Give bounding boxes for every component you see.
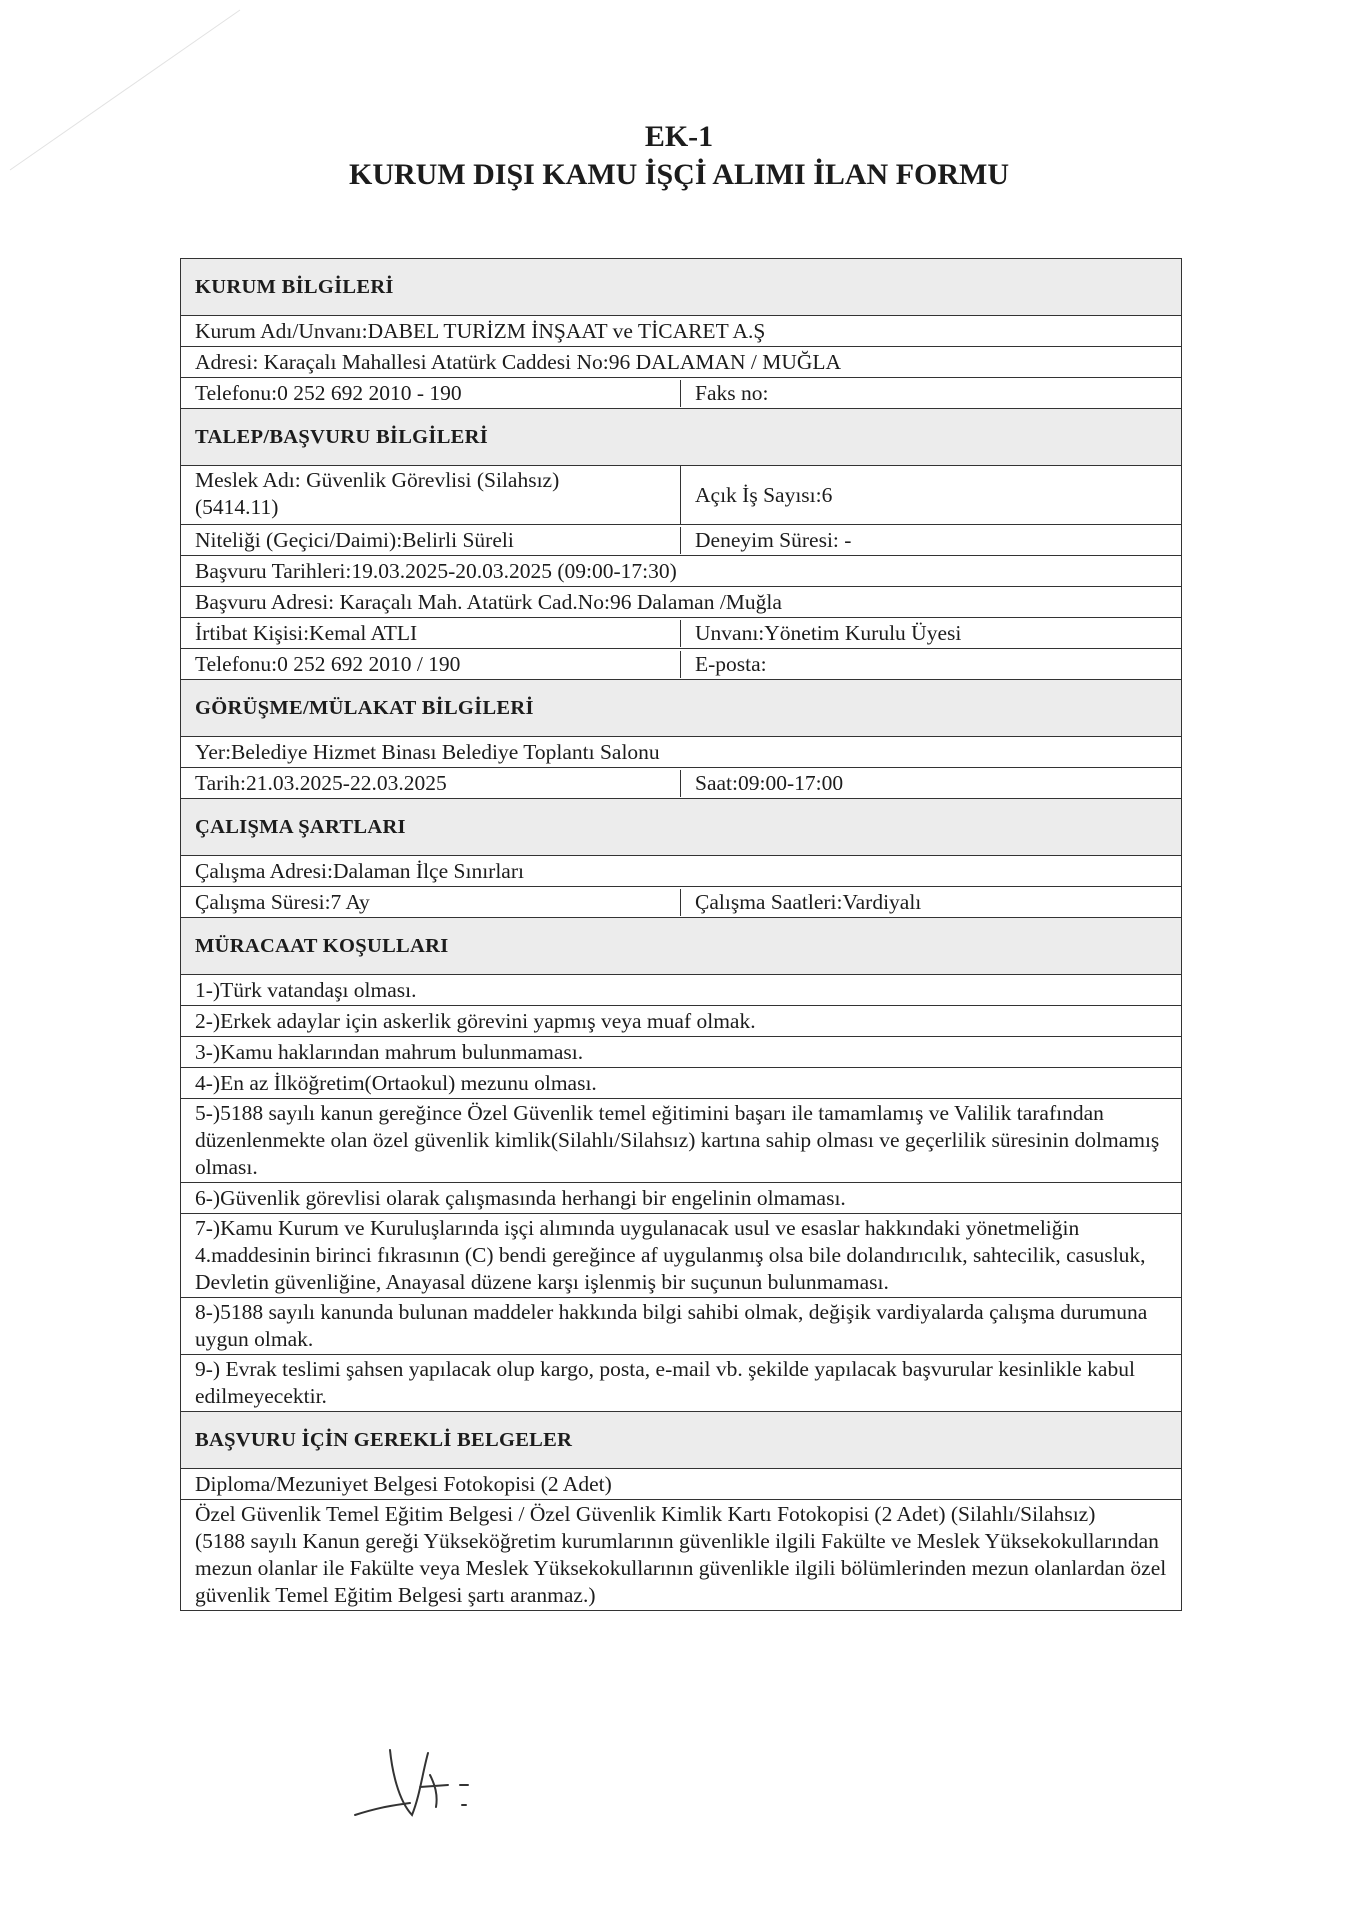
- irtibat-eposta: E-posta:: [695, 651, 767, 676]
- gorusme-tarih: Tarih:21.03.2025-22.03.2025: [181, 770, 681, 797]
- section-title: MÜRACAAT KOŞULLARI: [195, 934, 449, 957]
- kosul-item: [181, 1006, 1181, 1037]
- gorusme-tarih-row: [181, 768, 1181, 799]
- belge-not-text: (5188 sayılı Kanun gereği Yükseköğretim kurumlarının güvenlikle ilgili Fakülte ve Meslek Yüksekokullarından mezun olanlar ile Fakülte veya Meslek Yüksekokullarının güvenlikle ilgili bölümlerinden mezun olanlardan özel güvenlik Temel Eğitim Belgesi şartı aranmaz.): [195, 1529, 1167, 1607]
- gorusme-yer-row: [181, 737, 1181, 768]
- kosul-item: [181, 1214, 1181, 1298]
- irtibat-telefon: Telefonu:0 252 692 2010 / 190: [181, 651, 681, 678]
- meslek-adi: [181, 466, 681, 524]
- kurum-unvan: Kurum Adı/Unvanı:DABEL TURİZM İNŞAAT ve TİCARET A.Ş: [195, 318, 766, 343]
- kosul-item: [181, 1099, 1181, 1183]
- kosul-text: 9-) Evrak teslimi şahsen yapılacak olup kargo, posta, e-mail vb. şekilde yapılacak başvurular kesinlikle kabul edilmeyecektir.: [195, 1357, 1135, 1408]
- section-gerekli-belgeler: [181, 1412, 1181, 1469]
- calisma-suresi: Çalışma Süresi:7 Ay: [181, 889, 681, 916]
- kosul-item: [181, 1298, 1181, 1355]
- kosul-text: 2-)Erkek adaylar için askerlik görevini yapmış veya muaf olmak.: [195, 1008, 756, 1033]
- belge-ozel-guvenlik: [181, 1500, 1181, 1610]
- section-title: KURUM BİLGİLERİ: [195, 275, 394, 298]
- nitelik: Niteliği (Geçici/Daimi):Belirli Süreli: [181, 527, 681, 554]
- kosul-item: [181, 1068, 1181, 1099]
- kurum-adres-row: [181, 347, 1181, 378]
- section-title: GÖRÜŞME/MÜLAKAT BİLGİLERİ: [195, 696, 534, 719]
- page-title: KURUM DIŞI KAMU İŞÇİ ALIMI İLAN FORMU: [348, 158, 1010, 191]
- basvuru-tarihleri-row: [181, 556, 1181, 587]
- meslek-adi-line1: Meslek Adı: Güvenlik Görevlisi (Silahsız): [195, 468, 560, 492]
- ilan-form-table: [180, 258, 1182, 1611]
- acik-is-sayisi: Açık İş Sayısı:6: [695, 482, 833, 507]
- belge-ozel-guvenlik-text: Özel Güvenlik Temel Eğitim Belgesi / Özel Güvenlik Kimlik Kartı Fotokopisi (2 Adet) (Silahlı/Silahsız): [195, 1502, 1096, 1526]
- calisma-adres-row: [181, 856, 1181, 887]
- section-muracaat-kosullari: [181, 918, 1181, 975]
- irtibat-row: [181, 618, 1181, 649]
- belge-ozel-guvenlik-row: [181, 1500, 1181, 1610]
- irtibat-unvani: Unvanı:Yönetim Kurulu Üyesi: [695, 620, 962, 645]
- belge-diploma-row: [181, 1469, 1181, 1500]
- basvuru-adresi: Başvuru Adresi: Karaçalı Mah. Atatürk Cad.No:96 Dalaman /Muğla: [195, 589, 782, 614]
- calisma-sure-row: [181, 887, 1181, 918]
- kosul-text: 5-)5188 sayılı kanun gereğince Özel Güvenlik temel eğitimini başarı ile tamamlamış ve Valilik tarafından düzenlenmekte olan özel güvenlik kimlik(Silahlı/Silahsız) kartına sahip olması ve geçerlilik süresinin dolmamış olması.: [195, 1101, 1160, 1179]
- kurum-iletisim-row: [181, 378, 1181, 409]
- section-title: ÇALIŞMA ŞARTLARI: [195, 815, 406, 838]
- handwritten-signature-icon: [350, 1745, 490, 1830]
- section-kurum-bilgileri: [181, 259, 1181, 316]
- basvuru-adresi-row: [181, 587, 1181, 618]
- section-talep-basvuru: [181, 409, 1181, 466]
- irtibat-kisisi: İrtibat Kişisi:Kemal ATLI: [181, 620, 681, 647]
- irtibat-iletisim-row: [181, 649, 1181, 680]
- section-calisma-sartlari: [181, 799, 1181, 856]
- kosul-text: 7-)Kamu Kurum ve Kuruluşlarında işçi alımında uygulanacak usul ve esaslar hakkındaki yönetmeliğin 4.maddesinin birinci fıkrasının (C) bendi gereğince af uygulanmış olsa bile dolandırıcılık, sahtecilik, casusluk, Devletin güvenliğine, Anayasal düzene karşı işlenmiş bir suçunun bulunmaması.: [195, 1216, 1146, 1294]
- calisma-adresi: Çalışma Adresi:Dalaman İlçe Sınırları: [195, 858, 524, 883]
- gorusme-yer: Yer:Belediye Hizmet Binası Belediye Toplantı Salonu: [195, 739, 660, 764]
- kurum-adres: Adresi: Karaçalı Mahallesi Atatürk Caddesi No:96 DALAMAN / MUĞLA: [195, 349, 842, 374]
- gorusme-saat: Saat:09:00-17:00: [695, 770, 844, 795]
- kosul-text: 8-)5188 sayılı kanunda bulunan maddeler hakkında bilgi sahibi olmak, değişik vardiyalarda çalışma durumuna uygun olmak.: [195, 1300, 1148, 1351]
- kosul-item: [181, 1183, 1181, 1214]
- nitelik-row: [181, 525, 1181, 556]
- section-title: BAŞVURU İÇİN GEREKLİ BELGELER: [195, 1428, 573, 1451]
- meslek-kodu: (5414.11): [195, 495, 279, 519]
- calisma-saatleri: Çalışma Saatleri:Vardiyalı: [695, 889, 922, 914]
- page-header-code: EK-1: [644, 120, 714, 153]
- section-title: TALEP/BAŞVURU BİLGİLERİ: [195, 425, 489, 448]
- belge-diploma: Diploma/Mezuniyet Belgesi Fotokopisi (2 Adet): [195, 1471, 612, 1496]
- kurum-telefon: Telefonu:0 252 692 2010 - 190: [181, 380, 681, 407]
- kosul-text: 4-)En az İlköğretim(Ortaokul) mezunu olması.: [195, 1070, 597, 1095]
- kosul-text: 3-)Kamu haklarından mahrum bulunmaması.: [195, 1039, 584, 1064]
- kosul-text: 6-)Güvenlik görevlisi olarak çalışmasında herhangi bir engelinin olmaması.: [195, 1185, 846, 1210]
- kosul-item: [181, 975, 1181, 1006]
- deneyim-suresi: Deneyim Süresi: -: [695, 527, 852, 552]
- section-gorusme-mulakat: [181, 680, 1181, 737]
- kosul-item: [181, 1355, 1181, 1412]
- kurum-faks: Faks no:: [695, 380, 769, 405]
- meslek-row: [181, 466, 1181, 525]
- kosul-text: 1-)Türk vatandaşı olması.: [195, 977, 417, 1002]
- kurum-unvan-row: [181, 316, 1181, 347]
- kosul-item: [181, 1037, 1181, 1068]
- basvuru-tarihleri: Başvuru Tarihleri:19.03.2025-20.03.2025 (09:00-17:30): [195, 558, 677, 583]
